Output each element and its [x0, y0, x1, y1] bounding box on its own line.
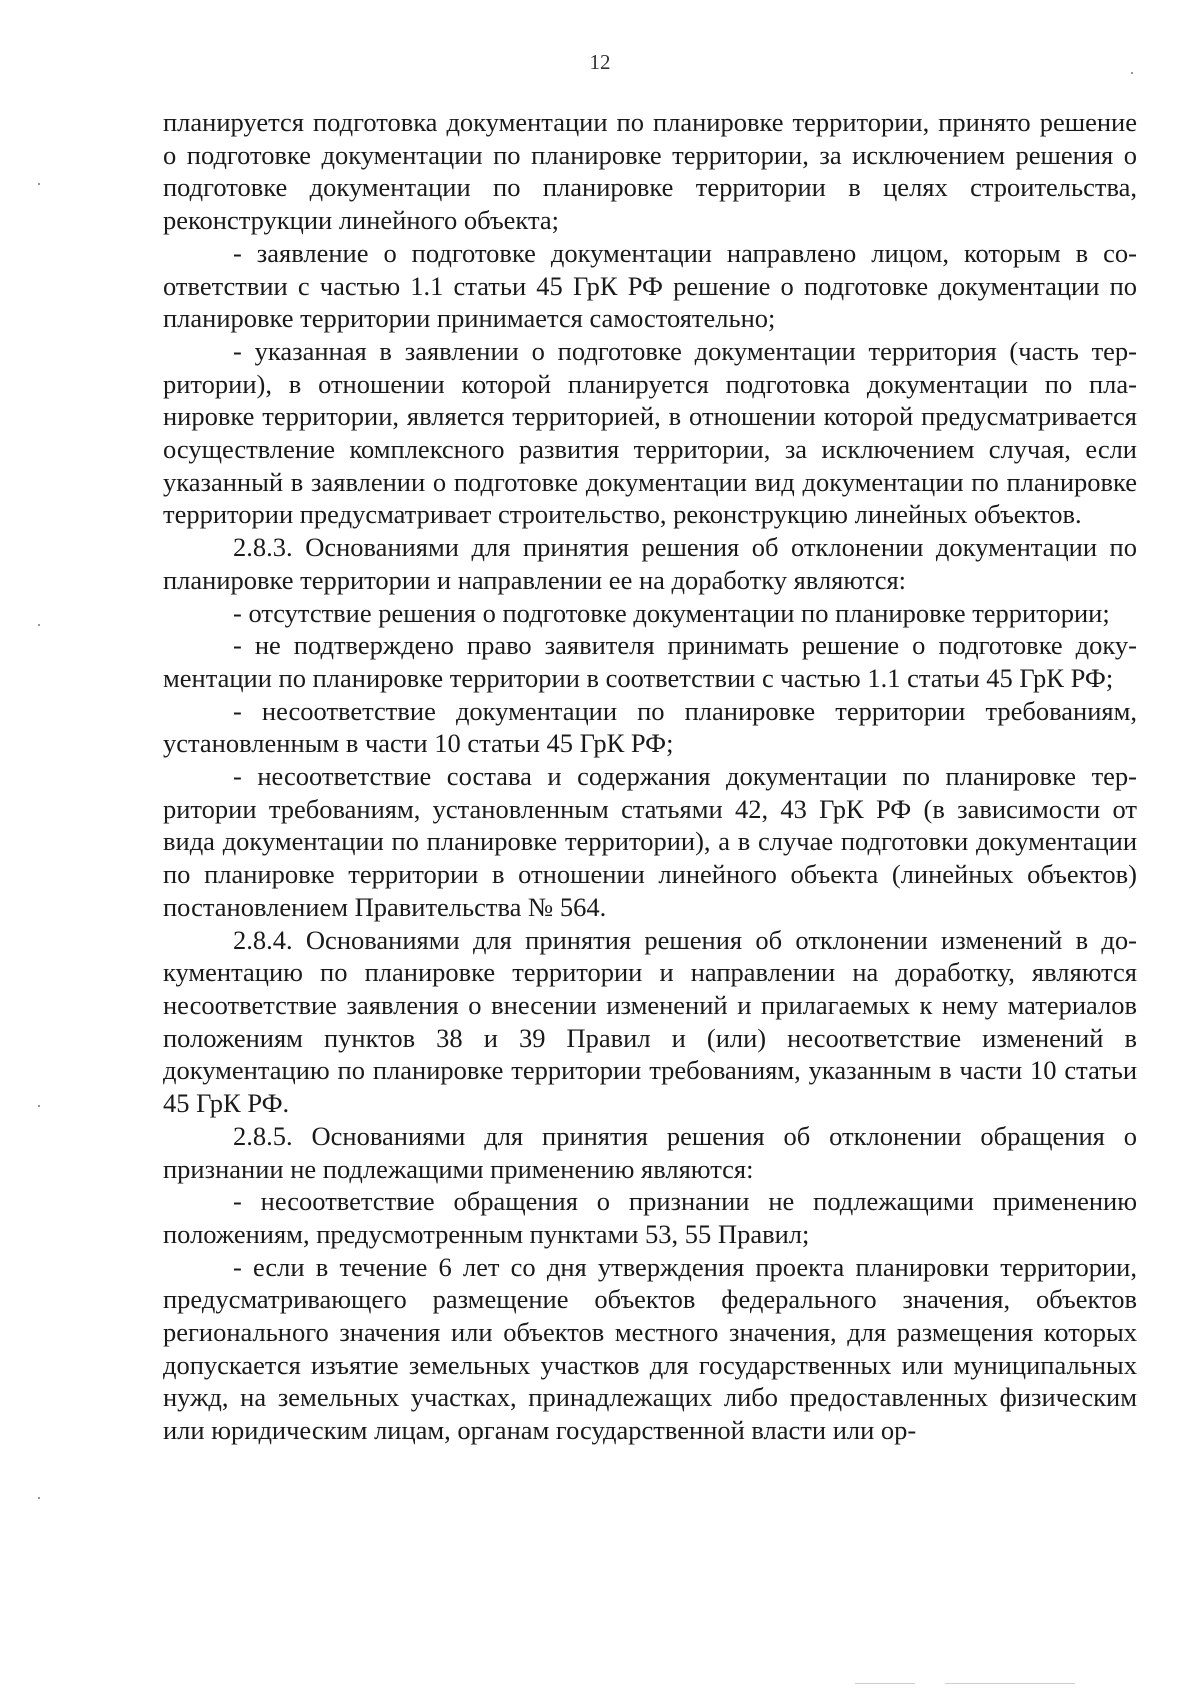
- list-item-complex-development: - указанная в заявлении о подготовке документации территория (часть территории), в отношении которой планируется подготовка документации по планировке территории, является территорией, в отношении которой предусматривается осуществление комплексного развития территории, за исключением случая, если указанный в заявлении о подготовке документации вид документации по планировке территории предусматривает строительство, реконструкцию линейных объектов.: [163, 335, 1137, 530]
- list-item-application-self: - заявление о подготовке документации направлено лицом, которым в соответствии с частью 1.1 статьи 45 ГрК РФ решение о подготовке документации по планировке территории принимается самостоятельно;: [163, 237, 1137, 334]
- list-item-right-not-confirmed: - не подтверждено право заявителя принимать решение о подготовке документации по планировке территории в соответствии с частью 1.1 статьи 45 ГрК РФ;: [163, 630, 1137, 693]
- scan-line: [855, 1683, 915, 1684]
- clause-2-8-5: 2.8.5. Основаниями для принятия решения об отклонении обращения о признании не подлежащими применению являются:: [163, 1120, 1137, 1184]
- scan-line: [945, 1683, 1075, 1684]
- paragraph-continuation: планируется подготовка документации по планировке территории, принято решение о подготовке документации по планировке территории, за исключением решения о подготовке документации по планировке территории в целях строительства, реконструкции линейного объекта;: [163, 107, 1137, 236]
- clause-2-8-4: 2.8.4. Основаниями для принятия решения об отклонении изменений в документацию по планировке территории и направлении на доработку, являются несоответствие заявления о внесении изменений и прилагаемых к нему материалов положениям пунктов 38 и 39 Правил и (или) несоответствие изменений в документацию по планировке территории требованиям, указанным в части 10 статьи 45 ГрК РФ.: [163, 924, 1137, 1119]
- clause-2-8-3: 2.8.3. Основаниями для принятия решения об отклонении документации по планировке территории и направлении ее на доработку являются:: [163, 532, 1137, 595]
- list-item-noncompliance-composition: - несоответствие состава и содержания документации по планировке территории требованиям, установленным статьями 42, 43 ГрК РФ (в зависимости от вида документации по планировке территории), а в случае подготовки документации по планировке территории в отношении линейного объекта (линейных объектов) постановлением Правительства № 564.: [163, 761, 1137, 922]
- list-item-six-years: - если в течение 6 лет со дня утверждения проекта планировки территории, предусматривающего размещение объектов федерального значения, объектов регионального значения или объектов местного значения, для размещения которых допускается изъятие земельных участков для государственных или муниципальных нужд, на земельных участках, принадлежащих либо предоставленных физическим или юридическим лицам, органам государственной власти или ор-: [163, 1251, 1137, 1446]
- scan-speck: [38, 183, 40, 185]
- list-item-no-decision: - отсутствие решения о подготовке документации по планировке территории;: [233, 597, 1110, 628]
- scan-speck: [38, 1497, 40, 1499]
- document-body: [163, 106, 1137, 1447]
- list-item-noncompliance-appeal: - несоответствие обращения о признании не подлежащими применению положениям, предусмотренным пунктами 53, 55 Правил;: [163, 1186, 1137, 1249]
- page-number: 12: [589, 50, 611, 74]
- scan-speck: [1131, 72, 1133, 74]
- list-item-noncompliance-part10: - несоответствие документации по планировке территории требованиям, установленным в части 10 статьи 45 ГрК РФ;: [163, 695, 1137, 759]
- scan-speck: [38, 1105, 40, 1107]
- scan-speck: [38, 624, 40, 626]
